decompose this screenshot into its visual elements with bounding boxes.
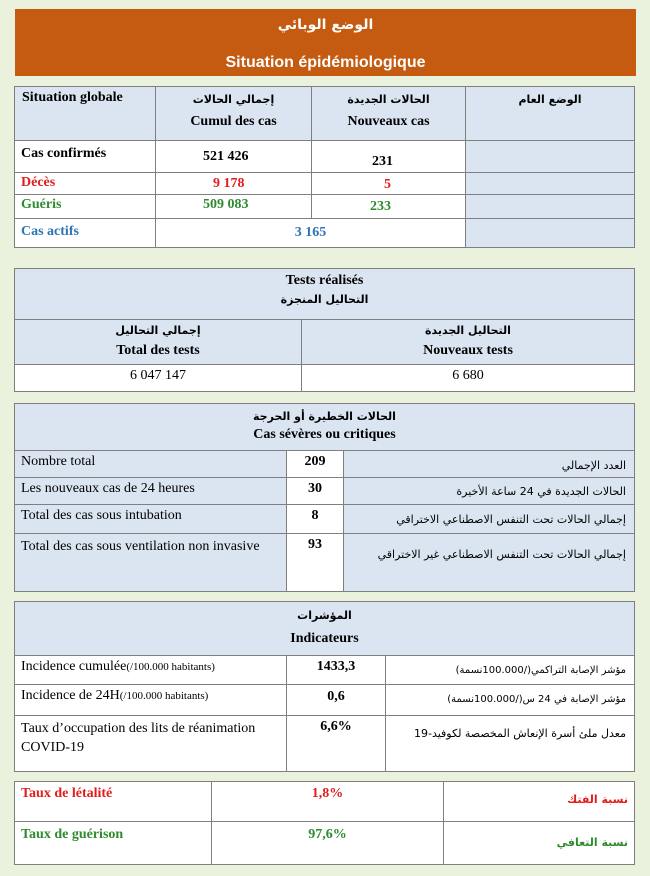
header-title-ar: الوضع الوبائي [277, 17, 374, 33]
severe-ar: إجمالي الحالات تحت التنفس الاصطناعي غير الاختراقي [377, 548, 626, 561]
severe-label: Les nouveaux cas de 24 heures [21, 481, 195, 496]
tests-total-ar: إجمالي التحاليل [115, 324, 201, 337]
active-value: 3 165 [294, 225, 327, 240]
rate-ar-cell [443, 821, 635, 865]
tests-new-head [301, 319, 635, 365]
indicator-value-cell [286, 684, 386, 716]
table-row [14, 194, 156, 219]
severe-ar-cell [343, 533, 635, 592]
cumul-cell [155, 140, 312, 173]
severe-ar-cell [343, 477, 635, 505]
tests-title-ar: التحاليل المنجزة [280, 293, 369, 306]
general-head-cell [465, 86, 635, 141]
severe-value: 209 [304, 454, 326, 469]
rate-value: 97,6% [308, 827, 347, 842]
severe-label: Total des cas sous intubation [21, 508, 182, 523]
severe-label: Total des cas sous ventilation non invasive [21, 539, 260, 554]
active-cell [155, 218, 466, 248]
situation-head: Situation globale [22, 90, 123, 105]
cumul-cell [155, 172, 312, 195]
tests-new-ar: التحاليل الجديدة [425, 324, 511, 337]
indicator-label-main: Incidence cumulée [21, 659, 127, 674]
table-row [14, 450, 287, 478]
indicator-ar: مؤشر الإصابة في 24 س(/100.000نسمة) [447, 694, 626, 705]
indicator-value-cell [286, 655, 386, 685]
general-head-ar: الوضع العام [518, 93, 582, 106]
table-row [14, 218, 156, 248]
indicator-label [21, 659, 215, 675]
indicators-title-cell [14, 601, 635, 656]
tests-new-value: 6 680 [452, 368, 484, 383]
row-label: Décès [21, 175, 56, 190]
tests-total-cell [14, 364, 302, 392]
indicator-value: 6,6% [320, 719, 352, 734]
indicators-title-ar: المؤشرات [297, 609, 352, 622]
cumul-value: 521 426 [203, 149, 249, 164]
indicator-ar-cell [385, 715, 635, 772]
row-label: Guéris [21, 197, 62, 212]
severe-value: 30 [308, 481, 322, 496]
indicator-value: 0,6 [327, 689, 345, 704]
severe-ar: العدد الإجمالي [561, 459, 626, 472]
cumul-value: 9 178 [213, 176, 245, 191]
indicator-ar: معدل ملئ أسرة الإنعاش المخصصة لكوفيد-19 [413, 727, 626, 740]
cumul-head-ar: إجمالي الحالات [192, 93, 275, 106]
severe-value: 8 [311, 508, 319, 523]
page-header [15, 9, 636, 76]
general-cell [465, 140, 635, 173]
severe-ar: الحالات الجديدة في 24 ساعة الأخيرة [456, 485, 626, 498]
indicator-ar-cell [385, 655, 635, 685]
severe-ar-cell [343, 450, 635, 478]
tests-total-head [14, 319, 302, 365]
severe-title-ar: الحالات الخطيرة أو الحرجة [253, 410, 396, 423]
severe-value-cell [286, 477, 344, 505]
tests-total-fr: Total des tests [116, 343, 200, 358]
indicator-label-small: (/100.000 habitants) [126, 661, 215, 673]
tests-title-fr: Tests réalisés [285, 273, 364, 288]
new-cell [311, 172, 466, 195]
indicator-ar-cell [385, 684, 635, 716]
general-cell [465, 218, 635, 248]
severe-value-cell [286, 450, 344, 478]
rate-value-cell [211, 781, 444, 822]
table-row [14, 533, 287, 592]
header-title-fr: Situation épidémiologique [225, 54, 426, 71]
rate-value-cell [211, 821, 444, 865]
indicator-ar: مؤشر الإصابة التراكمي(/100.000نسمة) [455, 665, 626, 676]
table-row [14, 140, 156, 173]
table-row [14, 715, 287, 772]
cumul-cell [155, 194, 312, 219]
rate-ar: نسبة التعافي [556, 836, 628, 849]
cumul-value: 509 083 [203, 197, 249, 212]
severe-label: Nombre total [21, 454, 96, 469]
new-cell [311, 194, 466, 219]
severe-title-cell [14, 403, 635, 451]
row-label: Cas confirmés [21, 146, 107, 161]
indicator-value: 1433,3 [316, 659, 356, 674]
table-row [14, 172, 156, 195]
table-row [14, 504, 287, 534]
new-head-cell [311, 86, 466, 141]
cumul-head-fr: Cumul des cas [190, 114, 277, 129]
tests-total-value: 6 047 147 [130, 368, 186, 383]
new-head-fr: Nouveaux cas [347, 114, 430, 129]
new-head-ar: الحالات الجديدة [347, 93, 430, 106]
indicator-value-cell [286, 715, 386, 772]
general-cell [465, 194, 635, 219]
severe-ar-cell [343, 504, 635, 534]
severe-value-cell [286, 533, 344, 592]
table-row [14, 684, 287, 716]
indicator-label-small: (/100.000 habitants) [119, 690, 209, 702]
new-value: 5 [384, 177, 391, 192]
situation-head-cell [14, 86, 156, 141]
severe-value: 93 [308, 537, 322, 552]
cumul-head-cell [155, 86, 312, 141]
rate-label: Taux de létalité [21, 786, 113, 801]
rate-ar-cell [443, 781, 635, 822]
tests-title-cell [14, 268, 635, 320]
table-row [14, 477, 287, 505]
rate-ar: نسبة الفتك [567, 793, 628, 806]
new-value: 231 [372, 154, 393, 169]
severe-title-fr: Cas sévères ou critiques [253, 427, 396, 442]
tests-new-cell [301, 364, 635, 392]
indicator-label [21, 688, 208, 704]
general-cell [465, 172, 635, 195]
active-label: Cas actifs [21, 224, 79, 239]
table-row [14, 781, 212, 822]
indicators-title-fr: Indicateurs [290, 631, 359, 646]
severe-ar: إجمالي الحالات تحت التنفس الاصطناعي الاختراقي [396, 513, 626, 526]
rate-label: Taux de guérison [21, 827, 124, 842]
new-value: 233 [370, 199, 391, 214]
table-row [14, 821, 212, 865]
new-cell [311, 140, 466, 173]
table-row [14, 655, 287, 685]
severe-value-cell [286, 504, 344, 534]
indicator-label-main: Incidence de 24H [21, 688, 120, 703]
tests-new-fr: Nouveaux tests [423, 343, 513, 358]
indicator-label: Taux d’occupation des lits de réanimation COVID-19 [21, 721, 256, 755]
rate-value: 1,8% [311, 786, 344, 801]
